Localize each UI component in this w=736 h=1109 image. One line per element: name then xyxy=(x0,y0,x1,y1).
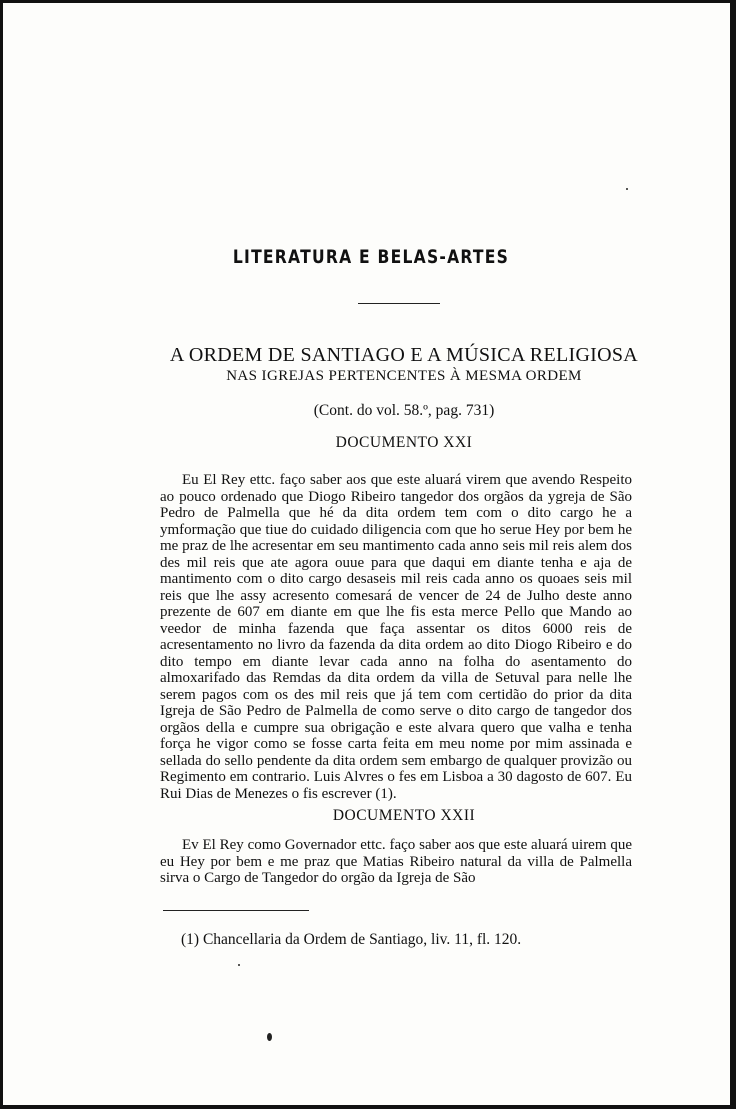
footnote: (1) Chancellaria da Ordem de Santiago, liv. 11, fl. 120. xyxy=(181,931,522,948)
document-text: Eu El Rey ettc. faço saber aos que este aluará virem que avendo Respeito ao pouco ordenado que Diogo Ribeiro tangedor dos orgãos da ygreja de São Pedro de Palmella que hé da dita ordem tem com o dito cargo he a ymformação que tiue do cuidado diligencia com que ho serue Hey por bem he me praz de lhe acresentar em seu mantimento cada anno seis mil reis alem dos des mil reis que ate agora ouue para que daqui em diante tenha e aja de mantimento com o dito cargo desaseis mil reis cada anno os quoaes seis mil reis que lhe assy acresento comesará de vencer de 24 de Julho deste anno prezente de 607 em diante em que lhe fis esta merce Pello que Mando ao veedor de minha fazenda que faça assentar os ditos 6000 reis de acresentamento no livro da fazenda da dita ordem ao dito Diogo Ribeiro e do dito tempo em diante levar cada anno na folha do asentamento do almoxarifado das Remdas da dita ordem da villa de Setuval para nelle lhe serem pagos com os des mil reis que já tem com certidão do prior da dita Igreja de São Pedro de Palmella de como serve o dito cargo de tangedor dos orgãos della e cumpre sua obrigação e este alvara quero que valha e tenha força he vigor como se fosse carta feita em meu nome por mim assinada e sellada do sello pendente da dita ordem sem embargo de qualquer provizão ou Regimento em contrario. Luis Alvres o fes em Lisboa a 30 dagosto de 607. Eu Rui Dias de Menezes o fis escrever (1). xyxy=(160,472,632,802)
ink-speck xyxy=(267,1033,272,1041)
document-heading: DOCUMENTO XXI xyxy=(335,434,473,451)
article-title: A ORDEM DE SANTIAGO E A MÚSICA RELIGIOSA xyxy=(169,344,639,366)
continuation-note: (Cont. do vol. 58.º, pag. 731) xyxy=(313,402,495,419)
document-text: Ev El Rey como Governador ettc. faço saber aos que este aluará uirem que eu Hey por bem e me praz que Matias Ribeiro natural da villa de Palmella sirva o Cargo de Tangedor do orgão da Igreja de São xyxy=(160,837,632,886)
section-title: LITERATURA E BELAS-ARTES xyxy=(232,246,510,268)
footnote-divider xyxy=(163,910,309,911)
title-divider xyxy=(358,303,440,304)
ink-speck xyxy=(626,188,628,190)
document-heading: DOCUMENTO XXII xyxy=(332,807,476,824)
article-subtitle: NAS IGREJAS PERTENCENTES À MESMA ORDEM xyxy=(226,368,582,384)
ink-speck xyxy=(238,964,240,966)
